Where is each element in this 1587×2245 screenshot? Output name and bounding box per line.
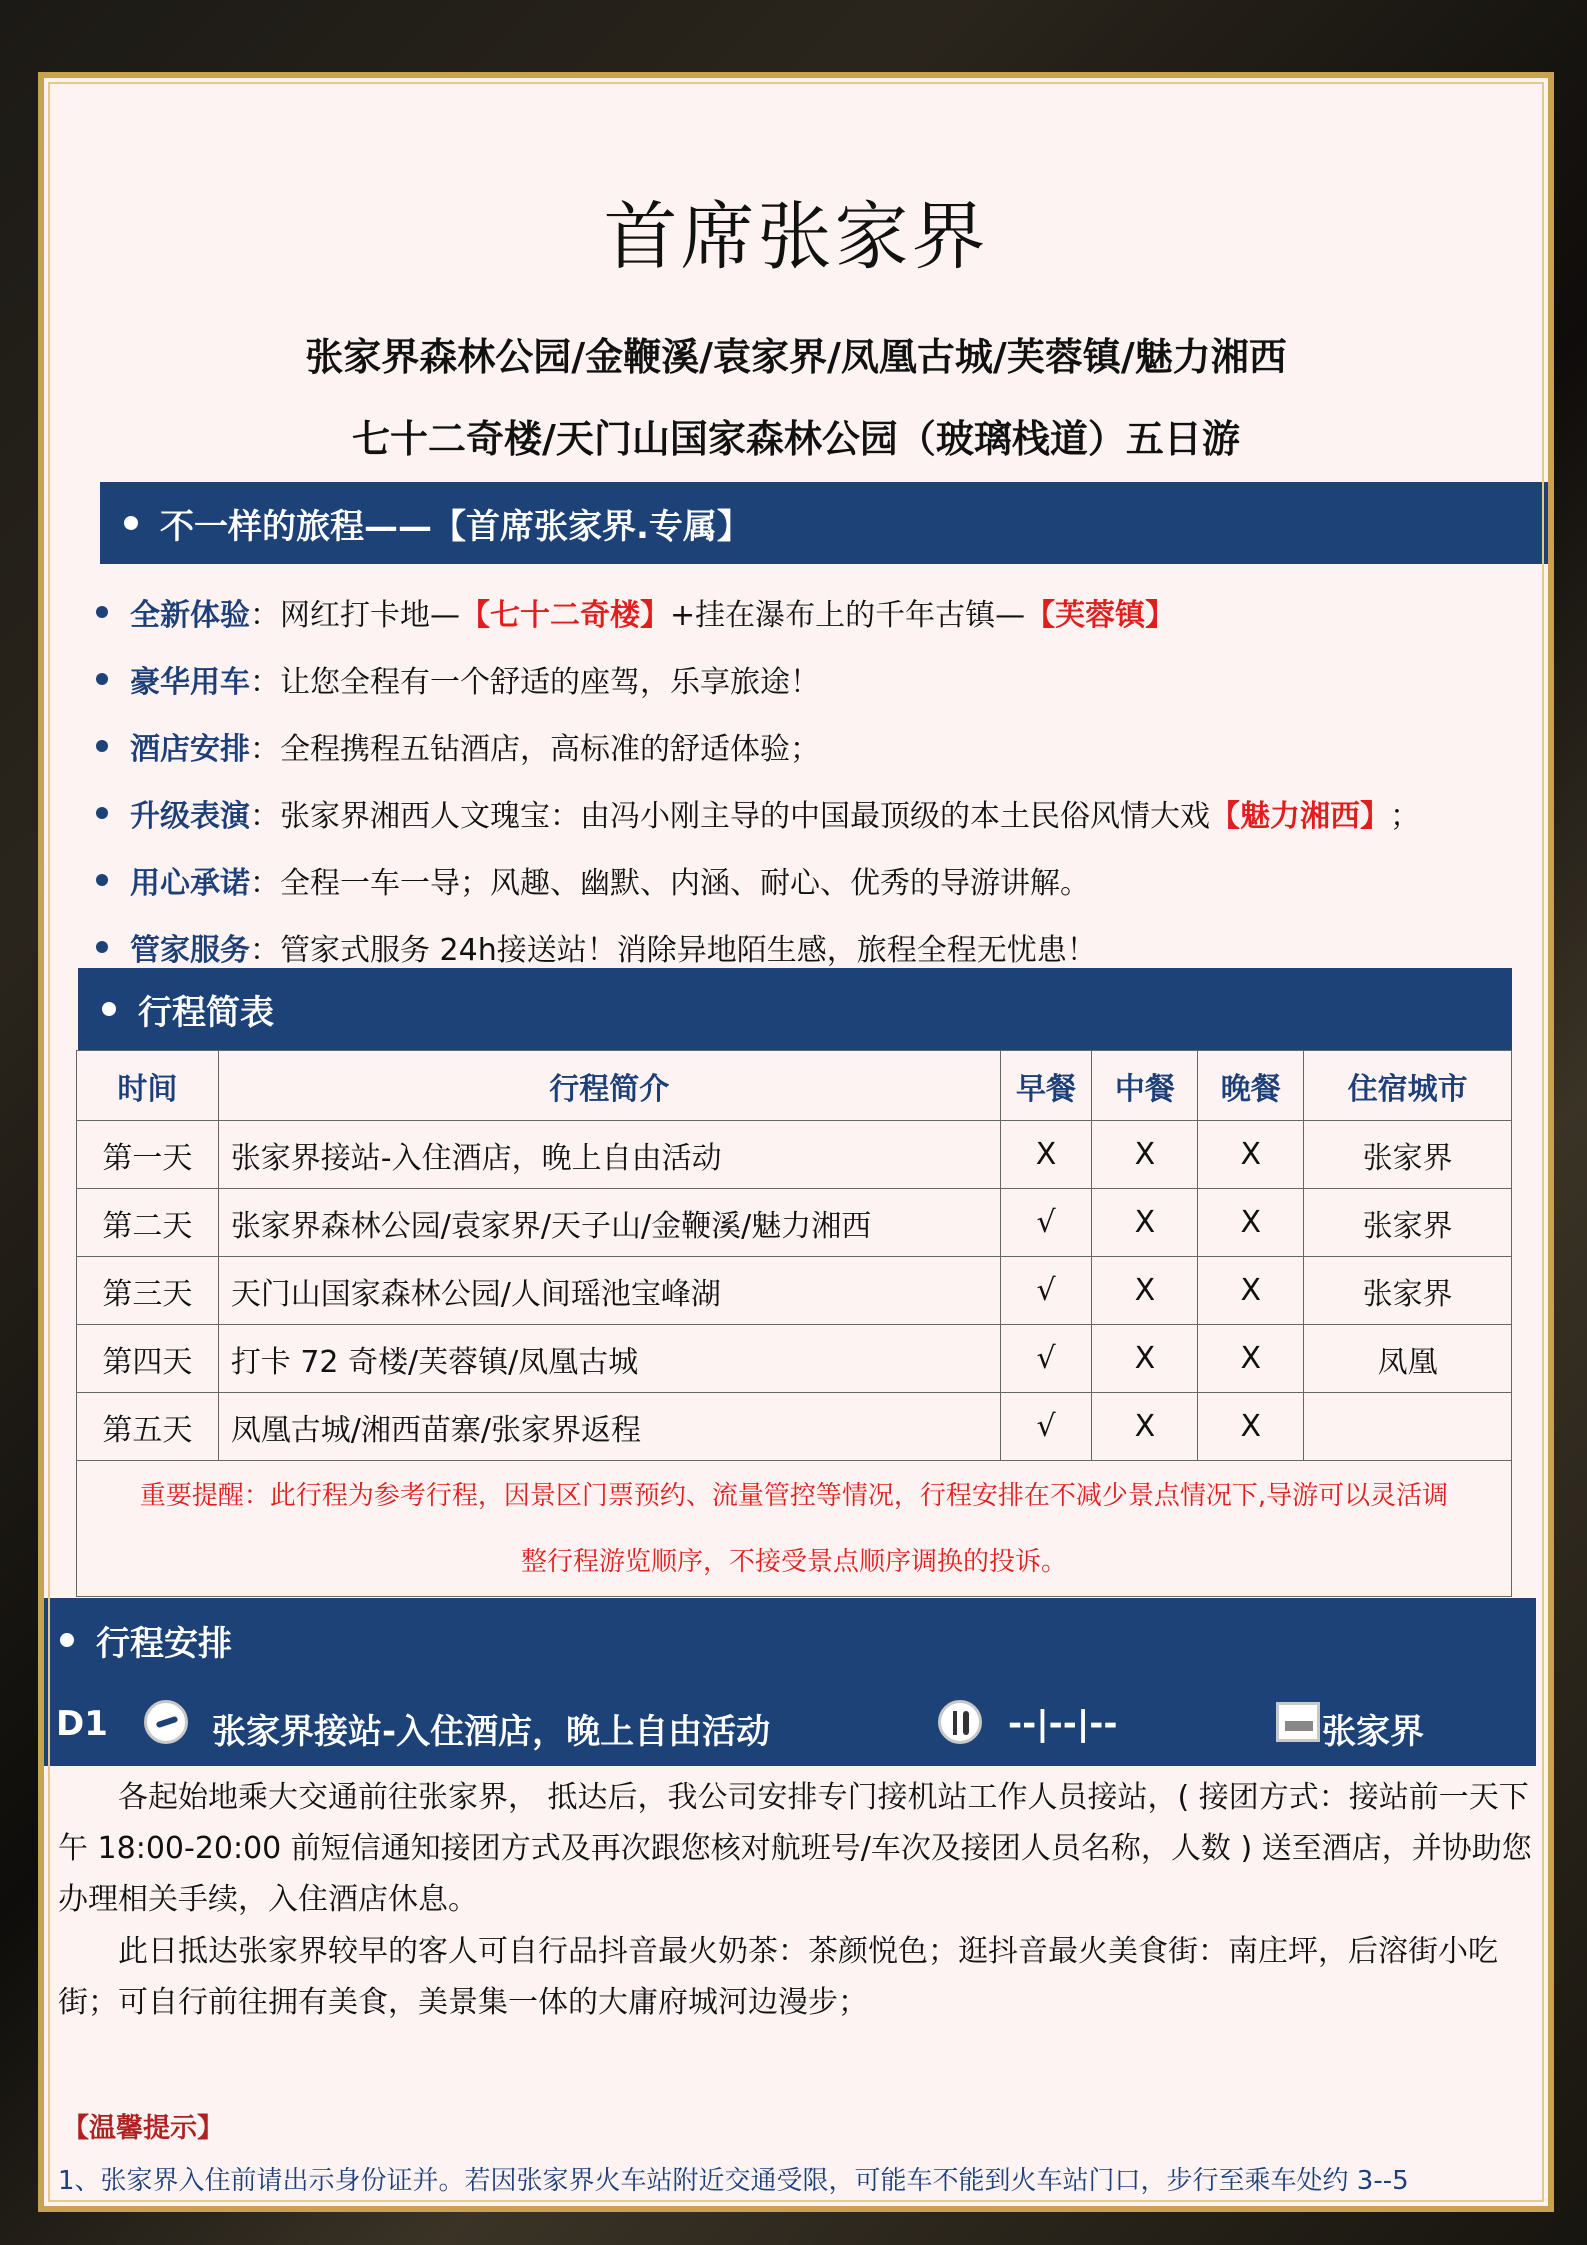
bullet-icon [60,1633,74,1647]
section-header-special [100,482,1548,564]
section-title: 行程简表 [138,992,274,1033]
feature-label: 升级表演 [130,798,250,834]
bed-icon [1276,1702,1320,1742]
bullet-icon [96,740,108,752]
table-cell: 张家界 [1304,1257,1512,1325]
table-cell: X [1092,1325,1198,1393]
table-row [77,1325,1512,1393]
bullet-icon [96,874,108,886]
section-title: 行程安排 [96,1623,232,1664]
column-header: 住宿城市 [1304,1051,1512,1121]
feature-text: ：让您全程有一个舒适的座驾，乐享旅途！ [250,664,820,700]
feature-text: ：张家界湘西人文瑰宝：由冯小刚主导的中国最顶级的本土民俗风情大戏 [250,798,1210,834]
feature-text: ； [1390,798,1420,834]
tip-title: 【温馨提示】 [62,2113,224,2144]
bullet-icon [96,673,108,685]
column-header: 中餐 [1092,1051,1198,1121]
table-cell: X [1198,1393,1304,1461]
feature-item [96,712,1536,779]
feature-text: +挂在瀑布上的千年古镇— [670,597,1026,633]
important-notice [77,1461,1512,1597]
table-cell [1304,1393,1512,1461]
day-paragraph-1: 各起始地乘大交通前往张家界， 抵达后，我公司安排专门接机站工作人员接站，( 接团方式：接站前一天下午 18:00-20:00 前短信通知接团方式及再次跟您核对航班号/车次及接团人员名称，人数 ) 送至酒店，并协助您办理相关手续，入住酒店休息。 [58,1780,1532,1917]
feature-text: ：全程一车一导；风趣、幽默、内涵、耐心、优秀的导游讲解。 [250,865,1090,901]
table-cell: 凤凰古城/湘西苗寨/张家界返程 [218,1393,1000,1461]
column-header: 早餐 [1000,1051,1092,1121]
section-header-schedule [78,968,1512,1050]
table-cell: X [1000,1121,1092,1189]
table-cell: 张家界 [1304,1189,1512,1257]
table-cell: X [1198,1257,1304,1325]
table-cell: X [1198,1325,1304,1393]
feature-highlight: 【七十二奇楼】 [460,597,670,633]
table-cell: √ [1000,1189,1092,1257]
table-cell: 第一天 [77,1121,219,1189]
day-city: 张家界 [1322,1712,1424,1752]
tip-line: 1、张家界入住前请出示身份证并。若因张家界火车站附近交通受限，可能车不能到火车站门口，步行至乘车处约 3--5 [58,2166,1409,2196]
table-cell: X [1198,1189,1304,1257]
feature-highlight: 【魅力湘西】 [1210,798,1390,834]
table-cell: √ [1000,1257,1092,1325]
subtitle-line2: 七十二奇楼/天门山国家森林公园（玻璃栈道）五日游 [352,417,1240,461]
feature-label: 全新体验 [130,597,250,633]
table-cell: 第二天 [77,1189,219,1257]
table-cell: X [1198,1121,1304,1189]
day-meals: --|--|-- [1008,1704,1118,1744]
table-row [77,1189,1512,1257]
table-cell: X [1092,1257,1198,1325]
table-cell: 打卡 72 奇楼/芙蓉镇/凤凰古城 [218,1325,1000,1393]
table-cell: √ [1000,1325,1092,1393]
day-code: D1 [56,1704,108,1744]
meal-icon [938,1700,982,1744]
feature-item [96,779,1536,846]
schedule-table [76,1050,1512,1597]
itinerary-page [44,78,1548,2206]
table-cell: 张家界接站-入住酒店，晚上自由活动 [218,1121,1000,1189]
section-title: 不一样的旅程——【首席张家界.专属】 [160,506,751,547]
table-row [77,1121,1512,1189]
table-cell: 张家界森林公园/袁家界/天子山/金鞭溪/魅力湘西 [218,1189,1000,1257]
table-cell: X [1092,1121,1198,1189]
airplane-icon [144,1700,188,1744]
table-cell: 第五天 [77,1393,219,1461]
bullet-icon [124,516,138,530]
bullet-icon [96,941,108,953]
subtitle-line1: 张家界森林公园/金鞭溪/袁家界/凤凰古城/芙蓉镇/魅力湘西 [305,335,1287,379]
feature-label: 管家服务 [130,932,250,968]
column-header: 行程简介 [218,1051,1000,1121]
table-cell: 凤凰 [1304,1325,1512,1393]
column-header: 时间 [77,1051,219,1121]
feature-text: ：网红打卡地— [250,597,460,633]
notice-line-1: 重要提醒：此行程为参考行程，因景区门票预约、流量管控等情况，行程安排在不减少景点情况下,导游可以灵活调 [139,1480,1449,1511]
table-cell: √ [1000,1393,1092,1461]
table-cell: 张家界 [1304,1121,1512,1189]
day-header [44,1682,1536,1766]
day-title: 张家界接站-入住酒店，晚上自由活动 [212,1712,771,1752]
page-title: 首席张家界 [603,194,989,280]
table-row [77,1393,1512,1461]
table-cell: 天门山国家森林公园/人间瑶池宝峰湖 [218,1257,1000,1325]
table-cell: 第三天 [77,1257,219,1325]
notice-line-2: 整行程游览顺序，不接受景点顺序调换的投诉。 [520,1546,1067,1577]
feature-item [96,578,1536,645]
bullet-icon [96,807,108,819]
feature-label: 豪华用车 [130,664,250,700]
column-header: 晚餐 [1198,1051,1304,1121]
feature-text: ：管家式服务 24h接送站！消除异地陌生感，旅程全程无忧患！ [250,932,1097,968]
feature-highlight: 【芙蓉镇】 [1025,597,1176,633]
table-row [77,1257,1512,1325]
feature-list [96,578,1536,980]
bullet-icon [96,606,108,618]
feature-text: ：全程携程五钻酒店，高标准的舒适体验； [250,731,820,767]
feature-item [96,846,1536,913]
bullet-icon [102,1002,116,1016]
table-cell: X [1092,1189,1198,1257]
feature-item [96,645,1536,712]
table-header-row [77,1051,1512,1121]
feature-label: 酒店安排 [130,731,250,767]
notice-row [77,1461,1512,1597]
day-paragraph-2: 此日抵达张家界较早的客人可自行品抖音最火奶茶：茶颜悦色；逛抖音最火美食街：南庄坪，后溶街小吃街；可自行前往拥有美食，美景集一体的大庸府城河边漫步； [58,1934,1498,2020]
table-cell: 第四天 [77,1325,219,1393]
table-cell: X [1092,1393,1198,1461]
feature-label: 用心承诺 [130,865,250,901]
section-header-itinerary [44,1598,1536,1766]
